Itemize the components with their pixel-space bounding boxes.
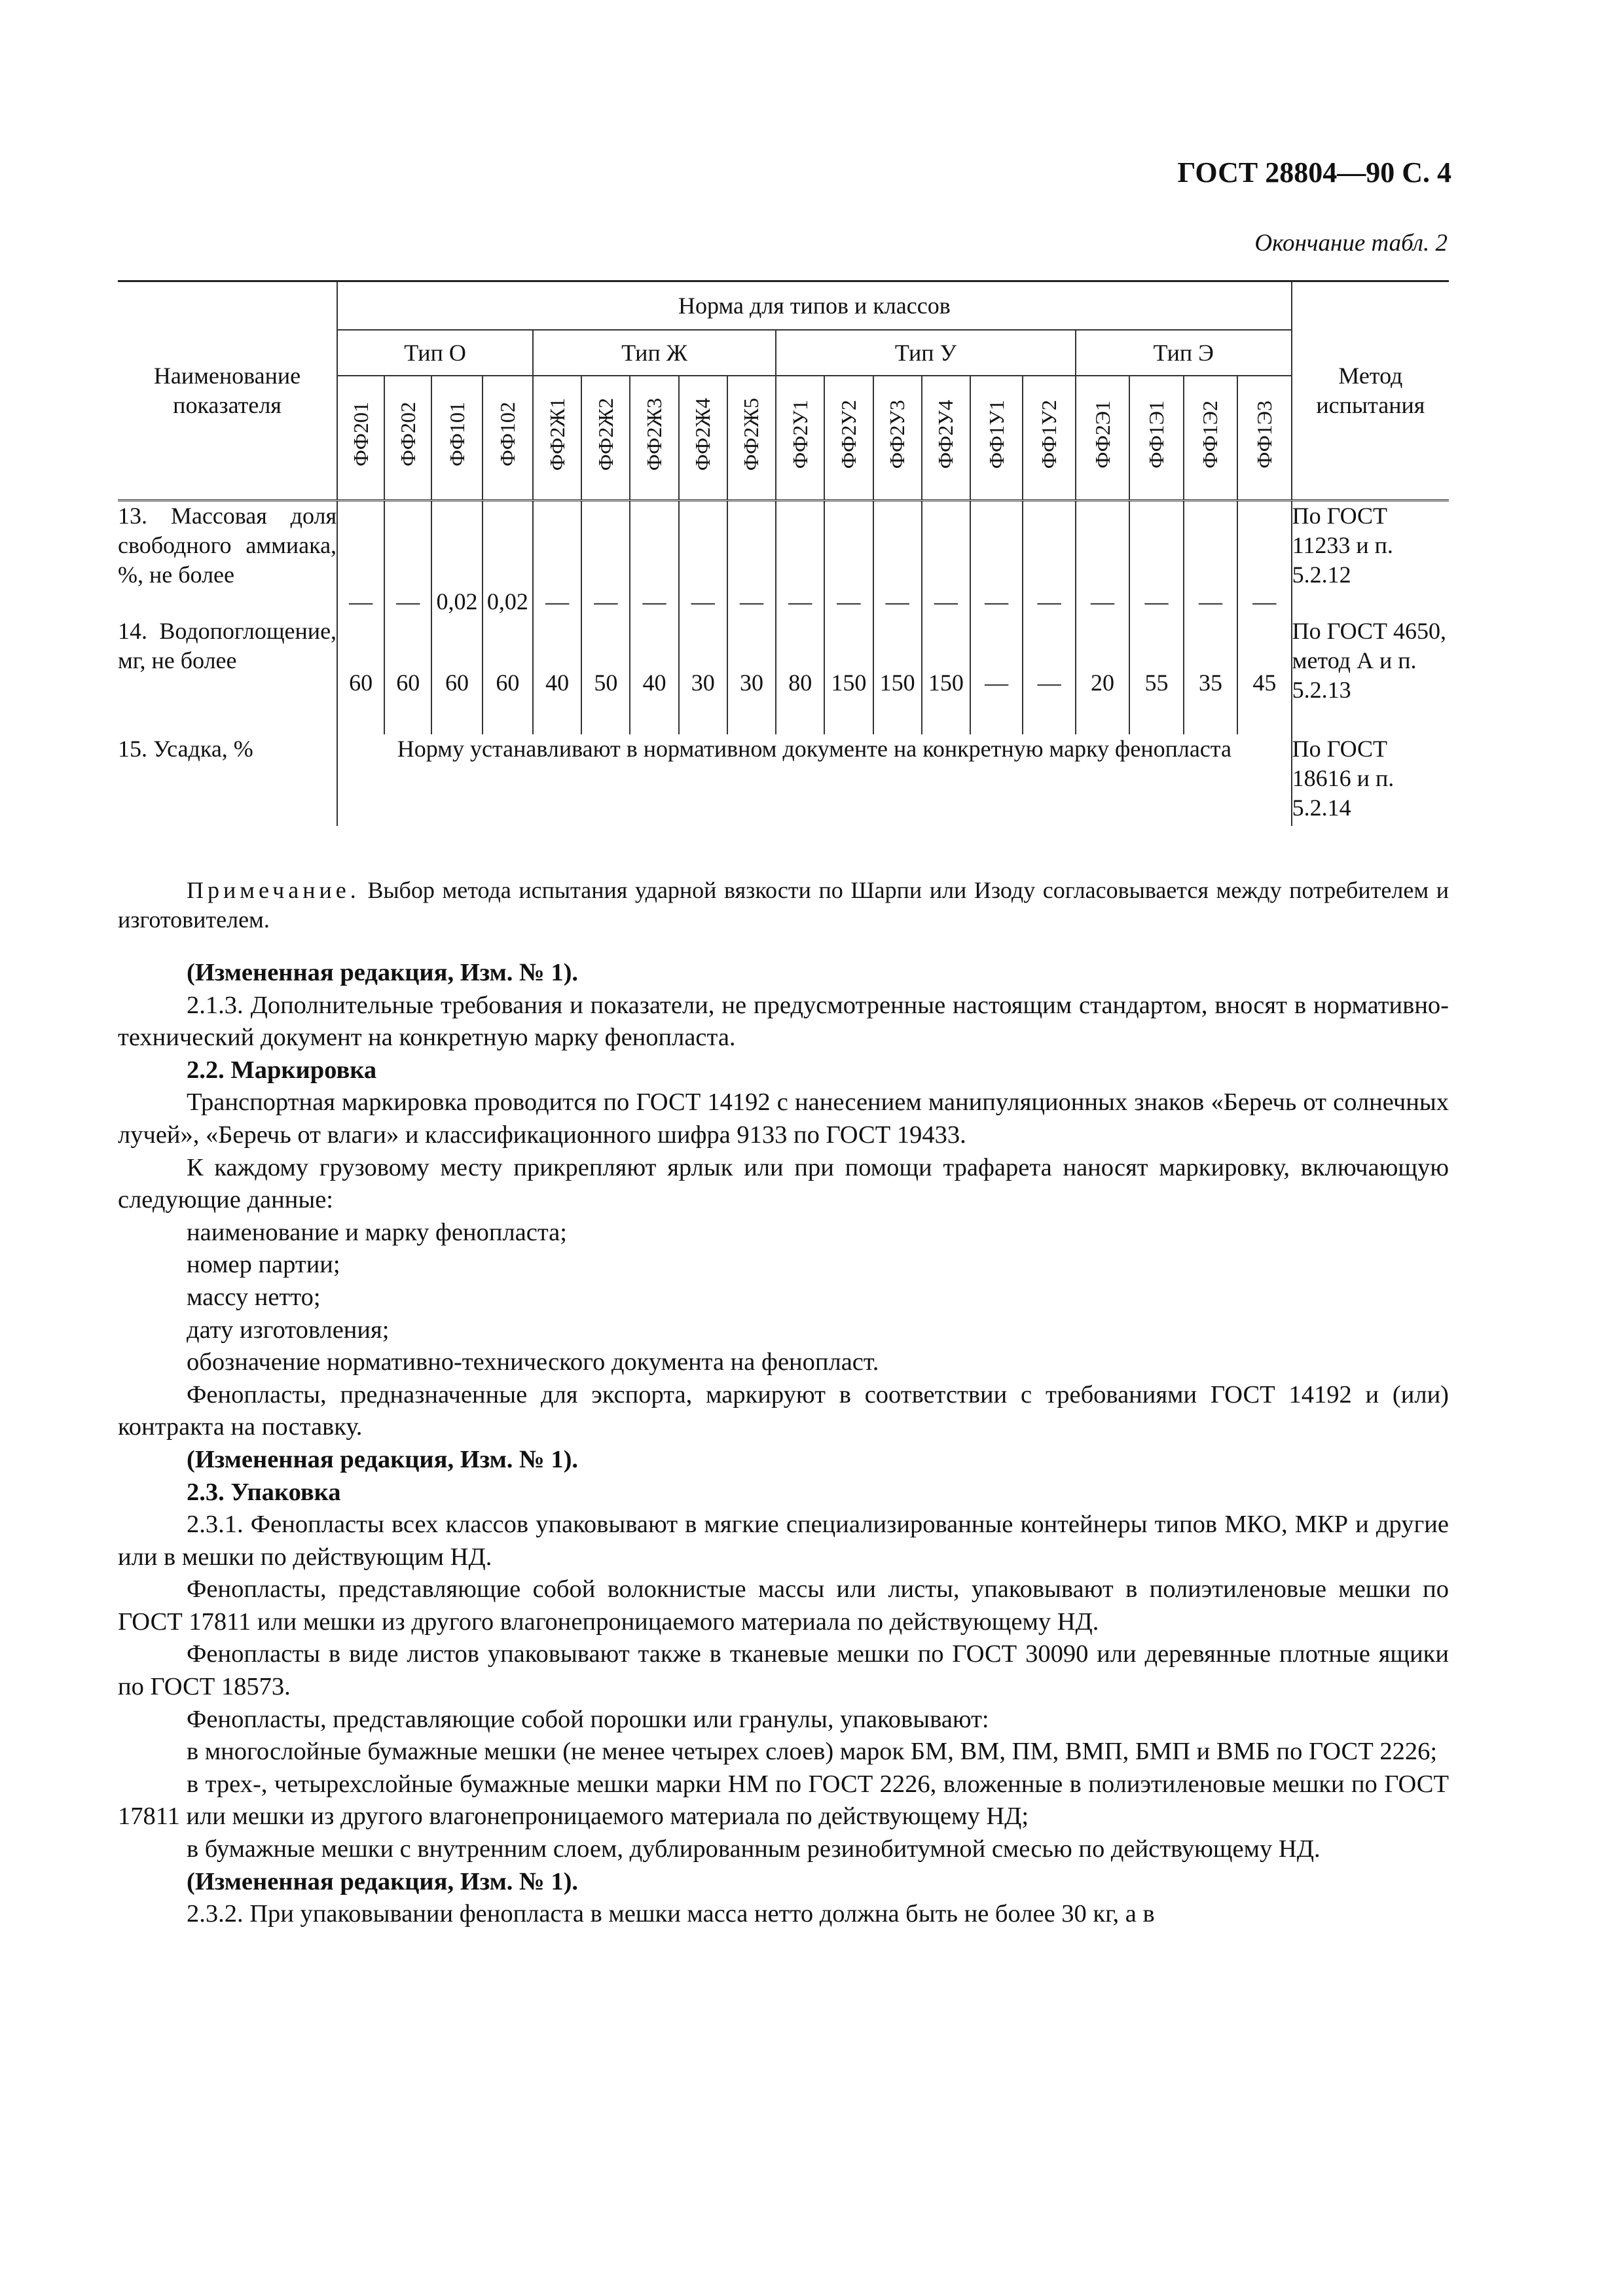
table-cell: —: [337, 501, 384, 617]
table-note: [118, 876, 1449, 935]
table-cell: —: [1184, 501, 1237, 617]
type-group-header: Тип Ж: [533, 330, 776, 376]
table-cell: 40: [533, 617, 581, 734]
amendment-note: (Измененная редакция, Изм. № 1).: [187, 959, 579, 986]
class-header: ФФ1У2: [1023, 376, 1075, 501]
list-item: в трех-, четырехслойные бумажные мешки марки НМ по ГОСТ 2226, вложенные в полиэтиленовые мешки по ГОСТ 17811 или мешки из другого влагонепроницаемого материала по действующему НД;: [118, 1770, 1449, 1831]
table-cell: —: [581, 501, 630, 617]
list-item: в бумажные мешки с внутренним слоем, дублированным резинобитумной смесью по действующему НД.: [187, 1835, 1321, 1863]
list-item: номер партии;: [187, 1251, 340, 1279]
list-item: наименование и марку фенопласта;: [187, 1218, 567, 1246]
class-header: ФФ2Ж3: [630, 376, 678, 501]
row-method: По ГОСТ 4650, метод А и п. 5.2.13: [1292, 618, 1447, 703]
table-cell: 20: [1076, 617, 1129, 734]
table-cell: 80: [776, 617, 824, 734]
paragraph: Транспортная маркировка проводится по ГОСТ 14192 с нанесением манипуляционных знаков «Беречь от солнечных лучей», «Беречь от влаги» и классификационного шифра 9133 по ГОСТ 19433.: [118, 1088, 1449, 1149]
class-header: ФФ1Э2: [1184, 376, 1237, 501]
table-row: [118, 734, 1449, 826]
table-cell: 150: [873, 617, 922, 734]
amendment-note: (Измененная редакция, Изм. № 1).: [187, 1867, 579, 1895]
paragraph: Фенопласты, предназначенные для экспорта, маркируют в соответствии с требованиями ГОСТ 14192 и (или) контракта на поставку.: [118, 1380, 1449, 1441]
class-header: ФФ2Ж4: [679, 376, 727, 501]
note-label: Примечание.: [187, 877, 360, 903]
paragraph: Фенопласты в виде листов упаковывают также в тканевые мешки по ГОСТ 30090 или деревянные плотные ящики по ГОСТ 18573.: [118, 1640, 1449, 1701]
row-method: По ГОСТ 18616 и п. 5.2.14: [1292, 736, 1395, 821]
table-cell: —: [824, 501, 873, 617]
paragraph: Фенопласты, представляющие собой порошки или гранулы, упаковывают:: [187, 1705, 989, 1733]
class-header: ФФ2Э1: [1076, 376, 1129, 501]
type-group-header: Тип Э: [1076, 330, 1292, 376]
table-cell: —: [922, 501, 970, 617]
section-heading: 2.2. Маркировка: [187, 1056, 377, 1084]
list-item: обозначение нормативно-технического документа на фенопласт.: [187, 1348, 879, 1376]
table-cell: —: [970, 617, 1023, 734]
note-text: Выбор метода испытания ударной вязкости по Шарпи или Изоду согласовывается между потребителем и изготовителем.: [118, 877, 1449, 933]
row-method: По ГОСТ 11233 и п. 5.2.12: [1292, 503, 1393, 588]
class-header: ФФ2У2: [824, 376, 873, 501]
table-cell: 0,02: [483, 501, 533, 617]
table-cell: 50: [581, 617, 630, 734]
section-heading: 2.3. Упаковка: [187, 1478, 341, 1506]
paragraph: 2.3.1. Фенопласты всех классов упаковывают в мягкие специализированные контейнеры типов МКО, МКР и другие или в мешки по действующим НД.: [118, 1511, 1449, 1571]
table-cell: —: [384, 501, 431, 617]
table-cell: —: [776, 501, 824, 617]
table-cell: —: [679, 501, 727, 617]
column-header-name: Наименование показателя: [118, 281, 337, 501]
column-header-method: Метод испытания: [1292, 281, 1449, 501]
list-item: дату изготовления;: [187, 1316, 390, 1344]
table-cell: 40: [630, 617, 678, 734]
row-name: 13. Массовая доля свободного аммиака, %, не более: [118, 503, 337, 588]
paragraph: Фенопласты, представляющие собой волокнистые массы или листы, упаковывают в полиэтиленовые мешки по ГОСТ 17811 или мешки из другого влагонепроницаемого материала по действующему НД.: [118, 1575, 1449, 1636]
table-cell: —: [1076, 501, 1129, 617]
type-group-header: Тип У: [776, 330, 1076, 376]
type-group-header: Тип О: [337, 330, 533, 376]
table-cell: 60: [483, 617, 533, 734]
table-cell: —: [970, 501, 1023, 617]
table-cell: —: [1023, 501, 1075, 617]
class-header: ФФ101: [431, 376, 482, 501]
table-cell: 0,02: [431, 501, 482, 617]
table-cell: 45: [1237, 617, 1292, 734]
class-header: ФФ2Ж1: [533, 376, 581, 501]
table-cell: 60: [384, 617, 431, 734]
table-cell: 30: [727, 617, 776, 734]
class-header: ФФ102: [483, 376, 533, 501]
properties-table: [118, 280, 1449, 826]
table-cell: 55: [1129, 617, 1183, 734]
class-header: ФФ1У1: [970, 376, 1023, 501]
row-name: 15. Усадка, %: [118, 736, 253, 762]
class-header: ФФ201: [337, 376, 384, 501]
table-cell: —: [1129, 501, 1183, 617]
class-header: ФФ202: [384, 376, 431, 501]
table-cell: 150: [824, 617, 873, 734]
table-cell: —: [533, 501, 581, 617]
paragraph: 2.3.2. При упаковывании фенопласта в мешки масса нетто должна быть не более 30 кг, а в: [187, 1900, 1155, 1928]
table-row: [118, 617, 1449, 734]
table-cell: 30: [679, 617, 727, 734]
table-caption: Окончание табл. 2: [1254, 230, 1448, 257]
page-title: ГОСТ 28804—90 С. 4: [1177, 156, 1451, 188]
class-header: ФФ2У4: [922, 376, 970, 501]
table-cell: —: [1237, 501, 1292, 617]
paragraph: К каждому грузовому месту прикрепляют ярлык или при помощи трафарета наносят маркировку, включающую следующие данные:: [118, 1153, 1449, 1214]
list-item: в многослойные бумажные мешки (не менее четырех слоев) марок БМ, ВМ, ПМ, ВМП, БМП и ВМБ по ГОСТ 2226;: [187, 1738, 1438, 1766]
table-cell: 60: [337, 617, 384, 734]
class-header: ФФ1Э3: [1237, 376, 1292, 501]
list-item: массу нетто;: [187, 1283, 321, 1311]
norm-note: Норму устанавливают в нормативном документе на конкретную марку фенопласта: [337, 734, 1292, 826]
class-header: ФФ2Ж2: [581, 376, 630, 501]
table-cell: 150: [922, 617, 970, 734]
class-header: ФФ2У3: [873, 376, 922, 501]
class-header: ФФ1Э1: [1129, 376, 1183, 501]
column-header-norm: Норма для типов и классов: [337, 281, 1292, 331]
class-header: ФФ2У1: [776, 376, 824, 501]
table-cell: 60: [431, 617, 482, 734]
table-cell: —: [727, 501, 776, 617]
amendment-note: (Измененная редакция, Изм. № 1).: [187, 1445, 579, 1473]
document-body: [118, 876, 1449, 1931]
table-cell: —: [873, 501, 922, 617]
class-header: ФФ2Ж5: [727, 376, 776, 501]
table-cell: —: [630, 501, 678, 617]
table-cell: 35: [1184, 617, 1237, 734]
row-name: 14. Водопоглощение, мг, не более: [118, 618, 337, 673]
paragraph: 2.1.3. Дополнительные требования и показатели, не предусмотренные настоящим стандартом, вносят в нормативно-технический документ на конкретную марку фенопласта.: [118, 991, 1449, 1052]
table-row: [118, 501, 1449, 617]
table-cell: —: [1023, 617, 1075, 734]
